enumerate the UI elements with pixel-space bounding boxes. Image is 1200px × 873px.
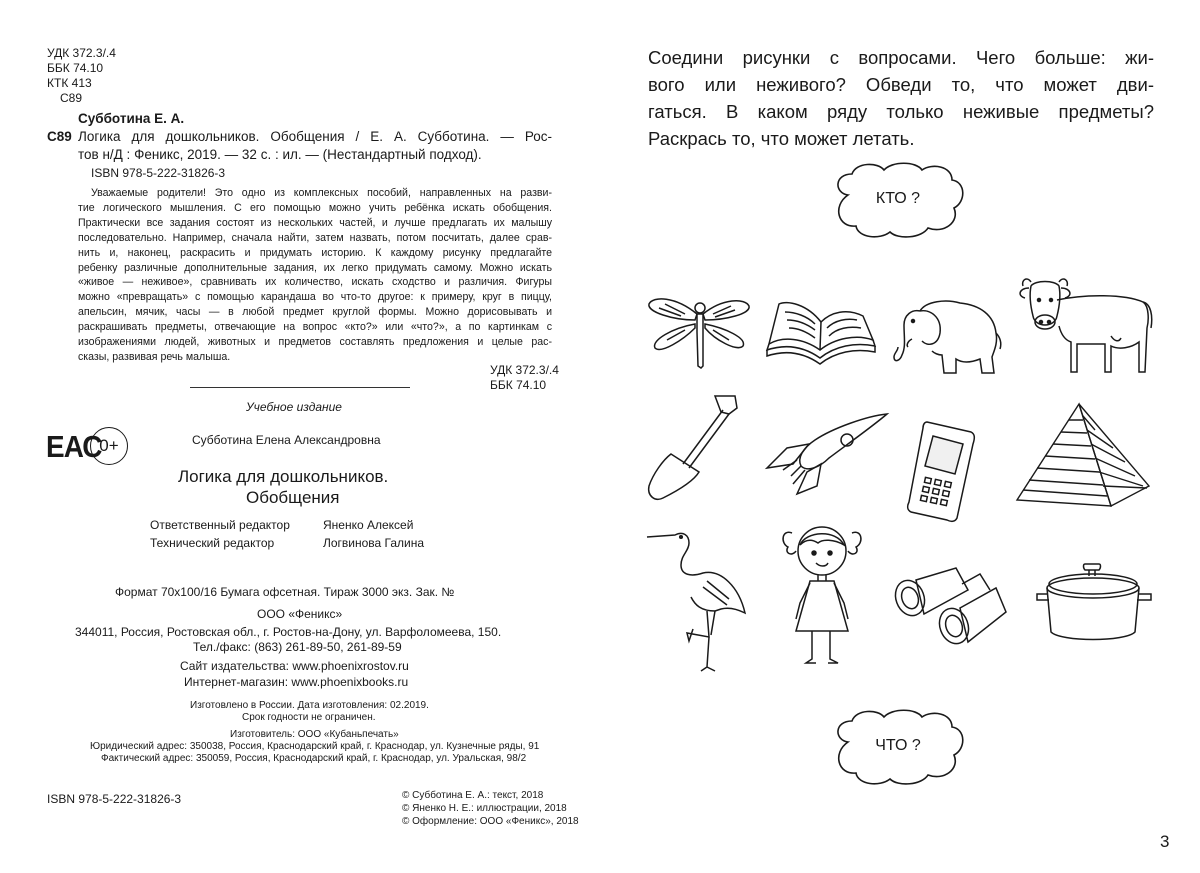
udk-bottom: УДК 372.3/.4 [490, 363, 559, 377]
annotation-line: сказы, развивая речь малыша. [78, 350, 231, 363]
elephant-icon [890, 293, 1005, 378]
annotation-line: ребенку различные дополнительные задания, их легко придумать самому. Можно искать [78, 261, 552, 274]
annotation-line: нить и, наконец, раскрасить и придумать историю. К каждому рисунку предлагайте [78, 246, 552, 259]
cloud-who-label: КТО ? [875, 190, 921, 207]
age-rating-badge [90, 427, 128, 465]
bbk-bottom: ББК 74.10 [490, 378, 547, 392]
copyright-line: © Оформление: ООО «Феникс», 2018 [402, 816, 579, 827]
open-book-icon [763, 298, 878, 383]
editor-name: Логвинова Галина [323, 536, 425, 550]
cloud-what [828, 707, 968, 787]
author-heading: Субботина Е. А. [78, 111, 185, 126]
format-line: Формат 70x100/16 Бумага офсетная. Тираж 3000 экз. Зак. № [115, 585, 455, 599]
publisher-address: 344011, Россия, Ростовская обл., г. Ростов-на-Дону, ул. Варфоломеева, 150. [75, 625, 502, 639]
isbn-small: ISBN 978-5-222-31826-3 [91, 166, 226, 180]
author-sign: С89 [60, 91, 83, 105]
edition-type: Учебное издание [246, 400, 342, 414]
shovel-icon [645, 392, 745, 507]
instruction-line: Соедини рисунки с вопросами. Чего больше: жи- [648, 47, 1154, 68]
cow-icon [1015, 272, 1155, 377]
editor-role: Ответственный редактор [150, 518, 290, 532]
instruction-line: Раскрась то, что может летать. [648, 128, 915, 149]
manufacturer: Изготовитель: ООО «Кубаньпечать» [230, 729, 399, 740]
copyright-line: © Яненко Н. Е.: иллюстрации, 2018 [402, 803, 567, 814]
heron-icon [645, 525, 750, 673]
annotation [78, 186, 552, 365]
rocket-icon [763, 412, 891, 497]
annotation-line: апельсин, мячик, часы — в любой предмет круглой формы. Можно дорисовывать и [78, 306, 552, 319]
eac-mark: ЕАС [46, 429, 102, 464]
task-instructions [648, 44, 1154, 152]
annotation-line: изображениями людей, животных и предметов составлять предложения и целые рас- [78, 336, 552, 349]
publisher-phone: Тел./факс: (863) 261-89-50, 261-89-59 [193, 640, 402, 654]
bbk-code: ББК 74.10 [47, 61, 104, 75]
copyright-line: © Субботина Е. А.: текст, 2018 [402, 790, 544, 801]
publisher-shop: Интернет-магазин: www.phoenixbooks.ru [184, 675, 409, 689]
shelf-life: Срок годности не ограничен. [242, 712, 376, 723]
bibliographic-line-1: Логика для дошкольников. Обобщения / Е. А. Субботина. — Рос- [78, 129, 552, 144]
cloud-who [828, 160, 968, 240]
dragonfly-icon [645, 292, 753, 370]
cloud-what-label: ЧТО ? [875, 737, 921, 754]
annotation-line: последовательно. Например, сначала найти, затем назвать, потом посчитать, далее срав- [78, 231, 552, 244]
legal-address: Юридический адрес: 350038, Россия, Краснодарский край, г. Краснодар, ул. Кузнечные ряды, 91 [90, 741, 540, 752]
publisher-site: Сайт издательства: www.phoenixrostov.ru [180, 659, 409, 673]
divider-line [190, 387, 410, 388]
annotation-line: Уважаемые родители! Это одно из комплексных пособий, направленных на разви- [91, 187, 552, 199]
ktk-code: КТК 413 [47, 76, 92, 90]
mobile-phone-icon [905, 418, 977, 525]
pyramid-icon [1013, 402, 1153, 507]
annotation-line: тие логического мышления. С его помощью можно учить ребёнка искать обобщения. [78, 201, 552, 214]
bibliographic-line-2: тов н/Д : Феникс, 2019. — 32 с. : ил. — (Нестандартный подход). [78, 147, 482, 162]
binoculars-icon [892, 560, 1010, 650]
udk-code: УДК 372.3/.4 [47, 46, 116, 60]
editor-role: Технический редактор [150, 536, 275, 550]
author-full-name: Субботина Елена Александровна [192, 433, 381, 447]
publisher-name: ООО «Феникс» [257, 607, 343, 621]
annotation-line: можно «превращать» с помощью карандаша во что-то другое: к примеру, круг в пиццу, [78, 291, 552, 304]
made-in: Изготовлено в России. Дата изготовления: 02.2019. [190, 700, 429, 711]
annotation-line: Практически все задания состоят из нескольких частей, и лучше предлагать их малышу [78, 216, 552, 229]
cooking-pot-icon [1033, 558, 1155, 648]
instruction-line: вого или неживого? Обведи то, что может дви- [648, 74, 1154, 95]
annotation-line: «живое — неживое», сравнивать их количество, искать сходство и различия. Фигуры [78, 276, 552, 289]
isbn-bottom: ISBN 978-5-222-31826-3 [47, 792, 182, 806]
age-rating: 0+ [99, 436, 119, 455]
book-title-line-1: Логика для дошкольников. [178, 467, 389, 486]
actual-address: Фактический адрес: 350059, Россия, Краснодарский край, г. Краснодар, ул. Уральская, 98/2 [101, 753, 527, 764]
annotation-line: раскрашивать предметы, отвечающие на вопрос «кто?» или «что?», а по картинкам с [78, 321, 552, 334]
book-title-line-2: Обобщения [246, 488, 340, 507]
editor-name: Яненко Алексей [323, 518, 414, 532]
catalog-code: С89 [47, 129, 72, 144]
page-number: 3 [1160, 832, 1170, 851]
girl-icon [778, 521, 866, 671]
instruction-line: гаться. В каком ряду только неживые предметы? [648, 101, 1154, 122]
